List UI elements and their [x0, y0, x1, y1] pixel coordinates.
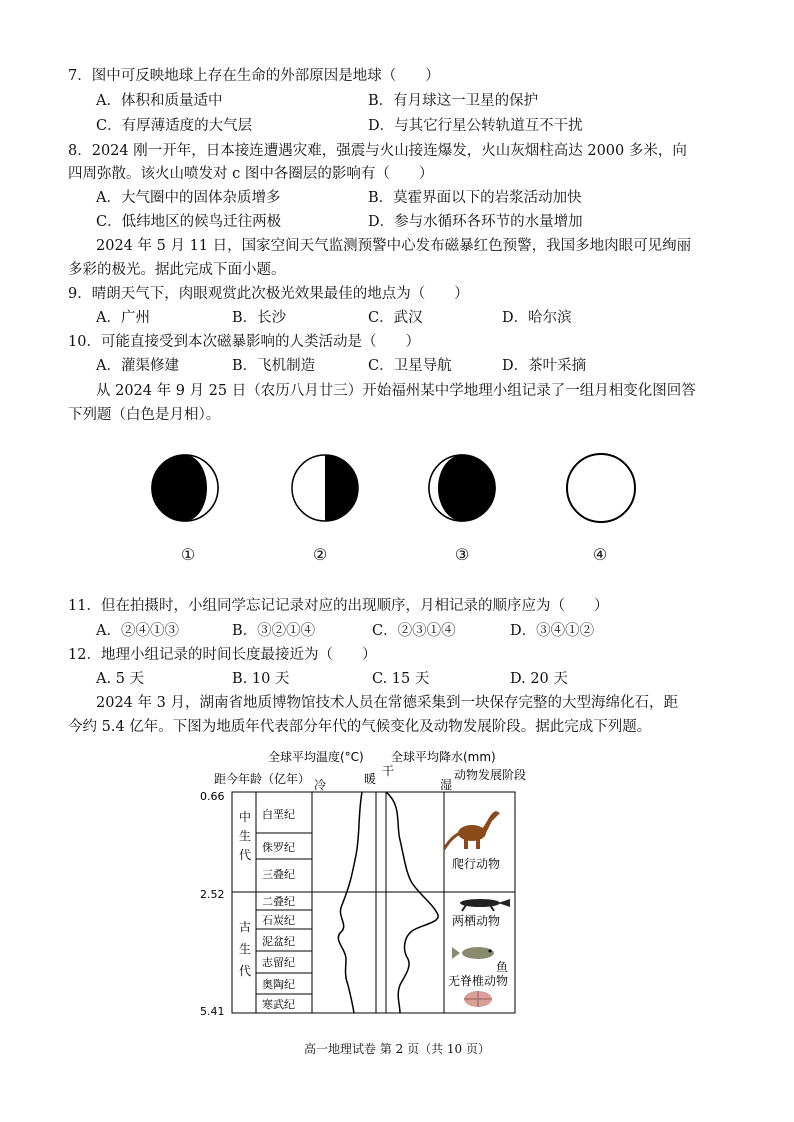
q12-stem: 12．地理小组记录的时间长度最接近为（ ） [68, 647, 377, 663]
moon-phase-3 [429, 455, 495, 521]
age-header: 距今年龄（亿年） [214, 772, 311, 786]
q10-option-b: B．飞机制造 [232, 358, 316, 374]
precipitation-curve [386, 792, 438, 1013]
period-silurian: 志留纪 [262, 956, 295, 969]
q12-option-c: C. 15 天 [372, 671, 430, 687]
passage2-line2: 下列题（白色是月相）。 [68, 407, 221, 423]
animal-reptile: 爬行动物 [452, 857, 501, 871]
q10-option-d: D．茶叶采摘 [502, 358, 587, 374]
passage3-line2: 今约 5.4 亿年。下图为地质年代表部分年代的气候变化及动物发展阶段。据此完成下列题。 [68, 719, 652, 735]
period-jurassic: 侏罗纪 [262, 841, 295, 854]
q11-option-b: B．③②①④ [232, 623, 316, 639]
q11-option-c: C．②③①④ [372, 623, 456, 639]
period-ordovician: 奥陶纪 [262, 978, 295, 991]
q9-stem: 9．晴朗天气下，肉眼观赏此次极光效果最佳的地点为（ ） [68, 286, 469, 302]
moon-phase-figure [140, 445, 660, 535]
passage1-line2: 多彩的极光。据此完成下面小题。 [68, 262, 286, 278]
passage3-line1: 2024 年 3 月，湖南省地质博物馆技术人员在常德采集到一块保存完整的大型海绵化石，距 [96, 695, 678, 711]
period-cretaceous: 白垩纪 [262, 808, 295, 821]
q9-option-b: B．长沙 [232, 310, 287, 326]
q12-option-d: D. 20 天 [510, 671, 568, 687]
age-bottom: 5.41 [200, 1005, 225, 1018]
q9-option-a: A．广州 [96, 310, 150, 326]
dry-label: 干 [382, 764, 395, 778]
q9-option-d: D．哈尔滨 [502, 310, 572, 326]
passage1-line1: 2024 年 5 月 11 日，国家空间天气监测预警中心发布磁暴红色预警，我国多地肉眼可见绚丽 [96, 238, 692, 254]
moon-label-2: ② [312, 545, 328, 564]
animal-invertebrate: 无脊椎动物 [448, 974, 509, 988]
q9-option-c: C．武汉 [368, 310, 423, 326]
precip-header: 全球平均降水(mm) [391, 750, 496, 764]
cold-label: 冷 [314, 778, 327, 792]
q11-option-d: D．③④①② [510, 623, 595, 639]
period-carboniferous: 石炭纪 [262, 914, 295, 927]
moon-label-3: ③ [454, 545, 470, 564]
era-mesozoic-3: 代 [239, 848, 252, 862]
era-paleozoic-1: 古 [239, 920, 252, 934]
q8-option-d: D．参与水循环各环节的水量增加 [368, 214, 583, 230]
moon-phase-1 [152, 455, 218, 521]
age-mid: 2.52 [200, 888, 225, 901]
age-top: 0.66 [200, 790, 225, 803]
temp-header: 全球平均温度(°C) [268, 750, 364, 764]
moon-label-1: ① [180, 545, 196, 564]
animal-fish: 鱼 [496, 960, 509, 974]
page-footer: 高一地理试卷 第 2 页（共 10 页） [304, 1042, 490, 1056]
q10-option-c: C．卫星导航 [368, 358, 452, 374]
trilobite-icon [464, 991, 492, 1007]
period-devonian: 泥盆纪 [262, 935, 295, 948]
moon-phase-2 [292, 455, 358, 521]
period-cambrian: 寒武纪 [262, 998, 295, 1011]
animal-header: 动物发展阶段 [454, 768, 527, 782]
fish-icon [452, 947, 494, 959]
q8-stem-line2: 四周弥散。该火山喷发对 c 图中各圈层的影响有（ ） [68, 166, 434, 182]
dinosaur-icon [444, 811, 500, 849]
moon-phase-4 [567, 454, 635, 522]
wet-label: 湿 [440, 778, 453, 792]
temperature-curve [338, 792, 362, 1013]
q8-stem-line1: 8．2024 刚一开年，日本接连遭遇灾难，强震与火山接连爆发，火山灰烟柱高达 2000 多米，向 [68, 143, 687, 159]
q10-option-a: A．灌渠修建 [96, 358, 179, 374]
q7-option-c: C．有厚薄适度的大气层 [96, 118, 253, 134]
era-paleozoic-3: 代 [239, 964, 252, 978]
q12-option-b: B. 10 天 [232, 671, 290, 687]
q12-option-a: A. 5 天 [96, 671, 145, 687]
period-triassic: 三叠纪 [262, 868, 295, 881]
era-mesozoic-2: 生 [239, 829, 252, 843]
q7-option-d: D．与其它行星公转轨道互不干扰 [368, 118, 583, 134]
animal-amphibian: 两栖动物 [452, 914, 501, 928]
era-paleozoic-2: 生 [239, 942, 252, 956]
q11-stem: 11．但在拍摄时，小组同学忘记记录对应的出现顺序，月相记录的顺序应为（ ） [68, 598, 609, 614]
q8-option-b: B．莫霍界面以下的岩浆活动加快 [368, 190, 582, 206]
q7-option-b: B．有月球这一卫星的保护 [368, 93, 539, 109]
q7-stem: 7．图中可反映地球上存在生命的外部原因是地球（ ） [68, 68, 440, 84]
amphibian-icon [460, 899, 510, 911]
era-mesozoic-1: 中 [239, 810, 252, 824]
q8-option-a: A．大气圈中的固体杂质增多 [96, 190, 281, 206]
q11-option-a: A．②④①③ [96, 623, 179, 639]
period-permian: 二叠纪 [262, 895, 295, 908]
warm-label: 暖 [364, 772, 377, 786]
geologic-time-chart [190, 745, 550, 1025]
moon-label-4: ④ [592, 545, 608, 564]
passage2-line1: 从 2024 年 9 月 25 日（农历八月廿三）开始福州某中学地理小组记录了一组月相变化图回答 [96, 383, 696, 399]
q7-option-a: A．体积和质量适中 [96, 93, 223, 109]
q8-option-c: C．低纬地区的候鸟迁往两极 [96, 214, 282, 230]
q10-stem: 10．可能直接受到本次磁暴影响的人类活动是（ ） [68, 334, 420, 350]
